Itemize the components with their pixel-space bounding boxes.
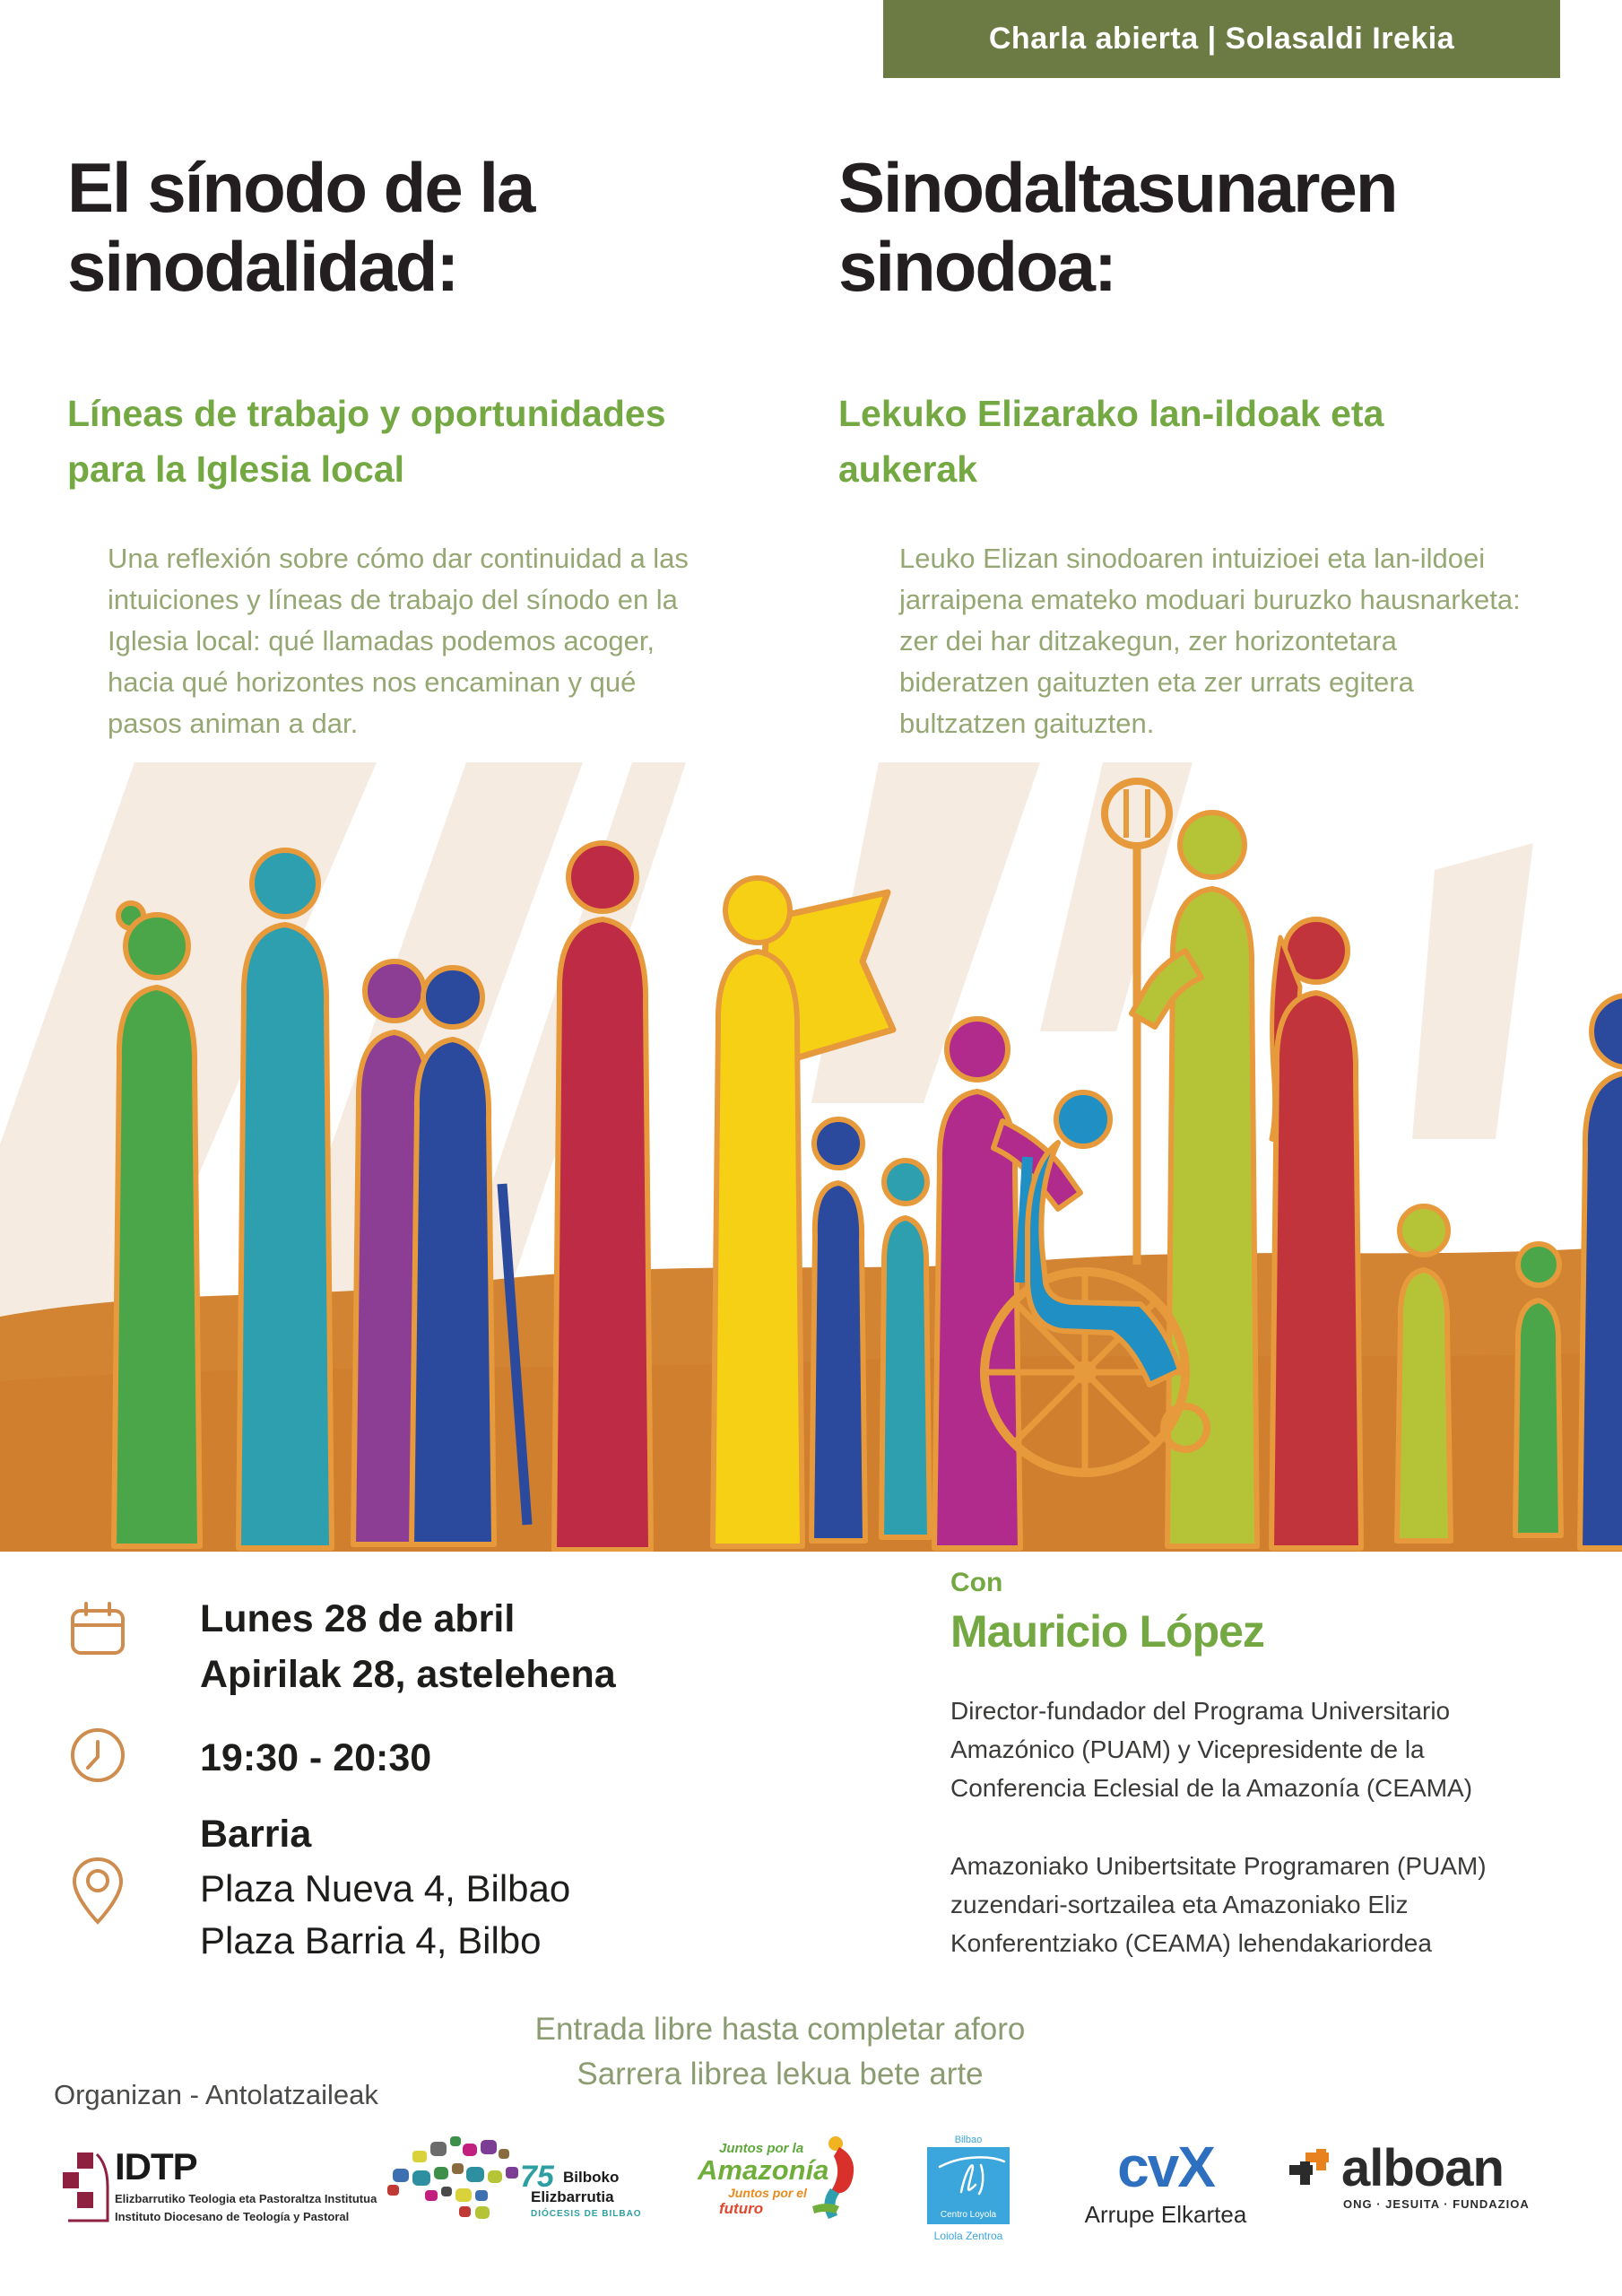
with-label: Con: [950, 1568, 1003, 1597]
event-type-badge: Charla abierta | Solasaldi Irekia: [883, 0, 1560, 78]
basque-column: [838, 148, 1565, 744]
diocese-name-line2: Elizbarrutia: [531, 2188, 614, 2205]
subtitle-es: Líneas de trabajo y oportunidades para la Iglesia local: [67, 393, 666, 490]
cvx-wordmark: cvX: [1117, 2135, 1214, 2199]
idtp-subtitle-eu: Elizbarrutiko Teologia eta Pastoraltza Institutua: [115, 2192, 377, 2205]
speaker-bio-eu: Amazoniako Unibertsitate Programaren (PUAM) zuzendari-sortzailea eta Amazoniako Eliz Konferentziako (CEAMA) lehendakariordea: [950, 1852, 1487, 1957]
loyola-city-label: Bilbao: [954, 2135, 983, 2145]
amazonia-line2: Amazonía: [698, 2154, 829, 2186]
event-schedule: [67, 1592, 641, 2022]
intro-es: Una reflexión sobre cómo dar continuidad a las intuiciones y líneas de trabajo del sínodo en la Iglesia local: qué llamadas podemos acoger, hacia qué horizontes nos encaminan y qué pasos animan a dar.: [108, 543, 689, 739]
clock-icon: [67, 1725, 128, 1786]
spanish-column: [67, 148, 794, 744]
speaker-block: [950, 1568, 1560, 1962]
idtp-wordmark: IDTP: [115, 2145, 197, 2187]
alboan-plus-icon: [1289, 2149, 1336, 2188]
amazonia-line4: futuro: [719, 2200, 764, 2217]
diocese-mosaic-icon: [387, 2135, 531, 2233]
alboan-subtitle: ONG · JESUITA · FUNDAZIOA: [1343, 2197, 1530, 2211]
idtp-subtitle-es: Instituto Diocesano de Teología y Pastoral: [115, 2210, 350, 2223]
loyola-blue-box: [927, 2147, 1010, 2224]
free-entry-notice: [287, 2007, 1273, 2097]
procession-illustration: [0, 762, 1622, 1552]
diocese-logo: [387, 2135, 683, 2269]
organizers-label: Organizan - Antolatzaileak: [54, 2079, 378, 2110]
amazonia-line3: Juntos por el: [728, 2186, 807, 2200]
date-line-eu: Apirilak 28, astelehena: [200, 1653, 616, 1696]
people-walking-graphic: [0, 762, 1622, 1552]
location-pin-icon: [67, 1854, 128, 1929]
centro-loyola-logo: [924, 2135, 1013, 2242]
diocese-75: 75: [520, 2160, 554, 2194]
alboan-wordmark: alboan: [1341, 2139, 1504, 2197]
speaker-bio-es: Director-fundador del Programa Universitario Amazónico (PUAM) y Vicepresidente de la Conferencia Eclesial de la Amazonía (CEAMA): [950, 1697, 1473, 1802]
subtitle-eu: Lekuko Elizarako lan-ildoak eta aukerak: [838, 393, 1384, 490]
loyola-signature-icon: [927, 2147, 1010, 2199]
date-line-es: Lunes 28 de abril: [200, 1597, 516, 1640]
address-eu: Plaza Barria 4, Bilbo: [200, 1919, 542, 1961]
time-range: 19:30 - 20:30: [200, 1736, 432, 1779]
intro-eu: Leuko Elizan sinodoaren intuizioei eta lan-ildoei jarraipena emateko moduari buruzko hausnarketa: zer dei har ditzakegun, zer horizontetara bideratzen gaituzten eta zer urrats egitera bultzatzen gaituzten.: [899, 543, 1521, 739]
alboan-logo: [1289, 2139, 1531, 2211]
free-entry-es: Entrada libre hasta completar aforo: [534, 2012, 1026, 2047]
amazonia-parrot-icon: [803, 2135, 866, 2224]
diocese-name-line1: Bilboko: [563, 2169, 620, 2186]
cvx-logo: [1071, 2135, 1260, 2229]
amazonia-line1: Juntos por la: [719, 2141, 804, 2156]
free-entry-eu: Sarrera librea lekua bete arte: [577, 2057, 984, 2092]
organizer-logos: [0, 2135, 1622, 2296]
loyola-name: Centro Loyola: [940, 2210, 997, 2220]
speaker-name: Mauricio López: [950, 1606, 1264, 1657]
loyola-name-eu: Loiola Zentroa: [933, 2230, 1003, 2242]
cvx-subtitle: Arrupe Elkartea: [1084, 2201, 1247, 2228]
venue-name: Barria: [200, 1813, 312, 1856]
address-es: Plaza Nueva 4, Bilbao: [200, 1867, 571, 1909]
diocese-name-line3: DIÓCESIS DE BILBAO: [531, 2209, 642, 2219]
title-es: El sínodo de la sinodalidad:: [67, 148, 534, 306]
title-eu: Sinodaltasunaren sinodoa:: [838, 148, 1397, 306]
calendar-icon: [67, 1599, 128, 1660]
idtp-logo-mark: [63, 2152, 109, 2224]
